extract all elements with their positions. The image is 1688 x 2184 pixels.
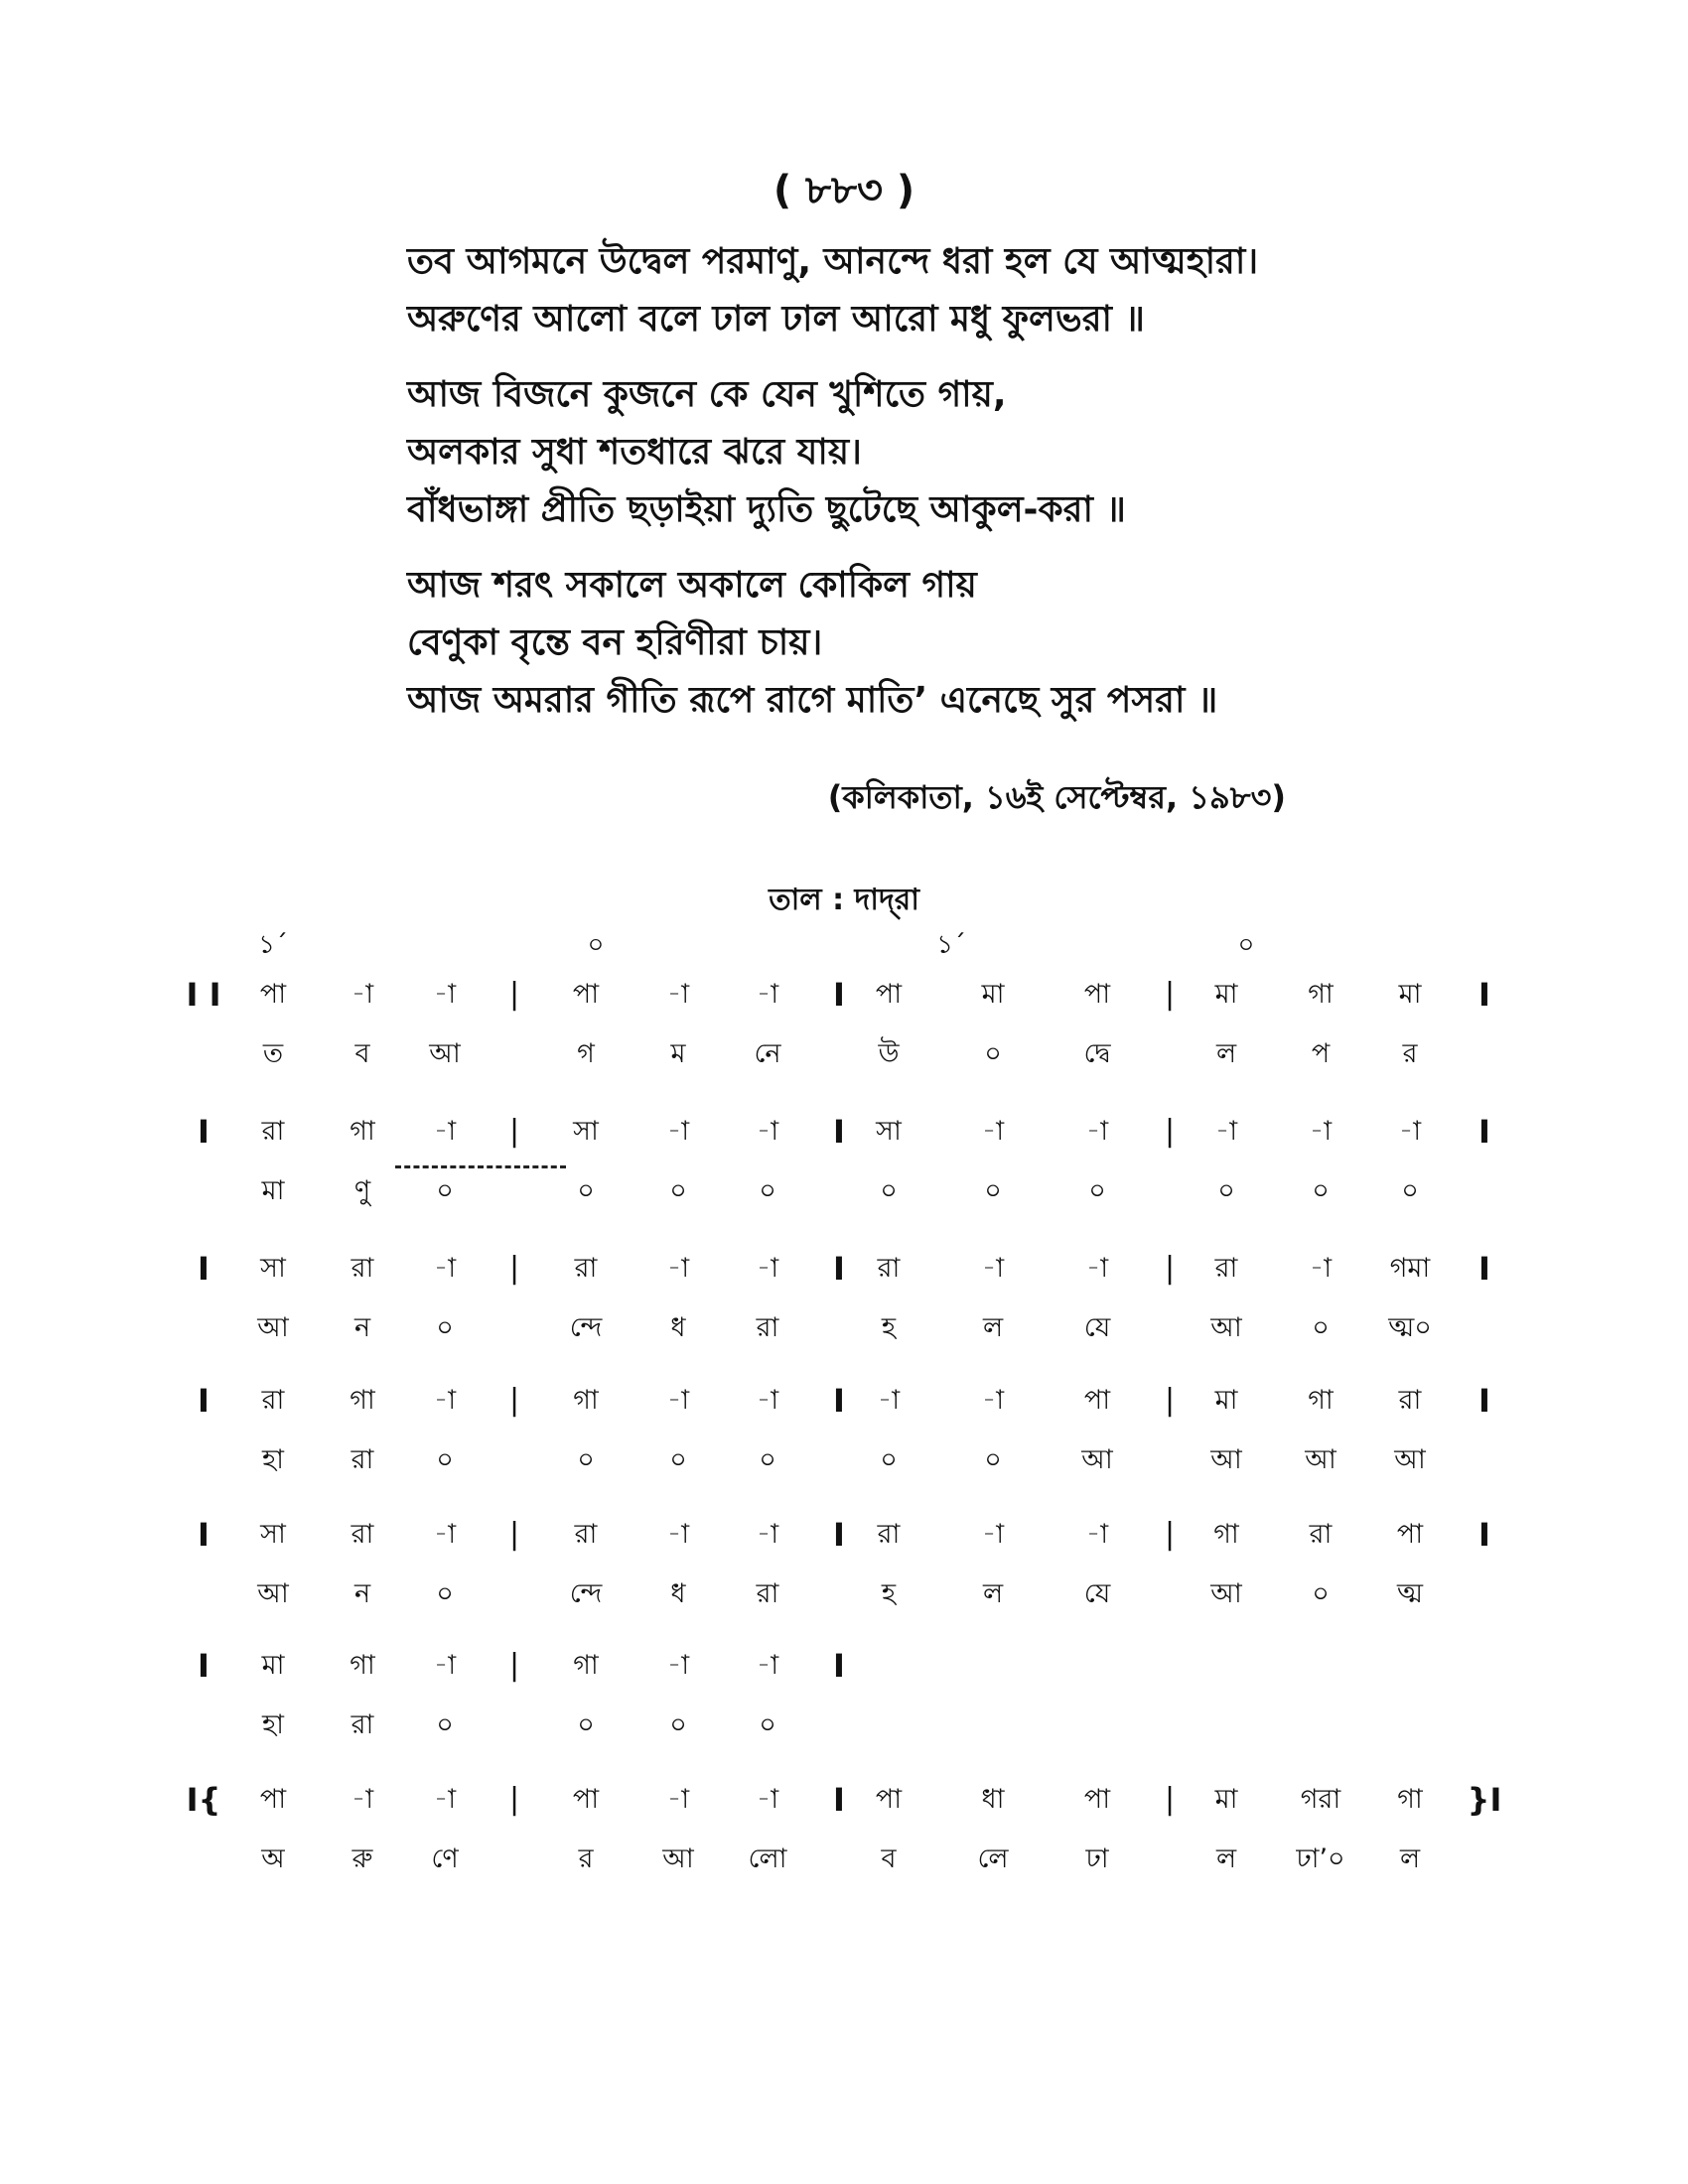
beat-bar: |: [1164, 1251, 1176, 1286]
lyric-syllable: আ: [429, 1038, 461, 1069]
swara-note: সা: [573, 1116, 599, 1147]
lyric-syllable: ০: [759, 1444, 776, 1475]
lyric-syllable: ঢা’০: [1296, 1843, 1345, 1874]
swara-note: -া: [433, 1385, 457, 1416]
swara-note: গা: [573, 1385, 599, 1416]
lyric-syllable: উ: [878, 1038, 900, 1069]
lyric-syllable: ০: [669, 1175, 687, 1206]
swara-note: গরা: [1300, 1784, 1341, 1815]
lyric-syllable: ন্দে: [569, 1312, 603, 1343]
swara-note: -া: [433, 1253, 457, 1284]
swara-note: রা: [1214, 1253, 1238, 1284]
swara-note: পা: [572, 1784, 600, 1815]
swara-note: গা: [573, 1650, 599, 1681]
lyric-syllable: ল: [982, 1312, 1004, 1343]
swara-note: গা: [1213, 1519, 1239, 1550]
swara-note: রা: [1309, 1519, 1333, 1550]
lyric-syllable: ০: [436, 1709, 454, 1740]
lyric-syllable: গ: [577, 1038, 595, 1069]
row-start-bar: I: [198, 1516, 210, 1554]
row-end-bar: I: [1478, 1516, 1490, 1554]
lyric-syllable: রা: [351, 1709, 374, 1740]
lyric-syllable: আ: [1081, 1444, 1113, 1475]
lyric-syllable: ০: [436, 1175, 454, 1206]
lyric-syllable: ০: [1312, 1175, 1330, 1206]
swara-note: রা: [261, 1385, 285, 1416]
swara-note: -া: [756, 1116, 779, 1147]
lyric-syllable: ০: [1312, 1312, 1330, 1343]
swara-note: রা: [574, 1253, 598, 1284]
lyric-syllable: লে: [977, 1843, 1009, 1874]
swara-note: -া: [433, 979, 457, 1010]
tala-heading: তাল : দাদ্‌রা: [769, 883, 919, 917]
swara-note: -া: [1214, 1116, 1238, 1147]
swara-note: পা: [1083, 1784, 1111, 1815]
beat-bar: |: [1164, 1383, 1176, 1418]
lyric-syllable: আ: [1305, 1444, 1336, 1475]
lyric-syllable: ব: [881, 1843, 897, 1874]
swara-note: পা: [259, 979, 287, 1010]
lyric-syllable: রু: [352, 1843, 373, 1874]
row-start-bar: I: [198, 1250, 210, 1288]
lyric-syllable: ণু: [353, 1175, 371, 1206]
lyric-syllable: র: [578, 1843, 594, 1874]
lyric-syllable: ত্ম০: [1388, 1312, 1432, 1343]
swara-note: মা: [1214, 1784, 1238, 1815]
swara-note: মা: [981, 979, 1005, 1010]
swara-note: -া: [666, 1519, 690, 1550]
lyric-syllable: মা: [261, 1175, 285, 1206]
swara-note: গা: [1308, 1385, 1334, 1416]
lyric-syllable: ০: [669, 1709, 687, 1740]
beat-bar: |: [508, 1782, 520, 1817]
row-end-bar: I: [1478, 1113, 1490, 1151]
lyric-syllable: ধ: [670, 1578, 686, 1609]
row-start-bar: I: [198, 1113, 210, 1151]
swara-note: রা: [261, 1116, 285, 1147]
lyric-syllable: হ: [881, 1312, 897, 1343]
lyric-syllable: ন: [353, 1578, 371, 1609]
lyric-syllable: ন্দে: [569, 1578, 603, 1609]
page-number: ( ৮৮৩ ): [773, 168, 915, 213]
meend-mark: [395, 1158, 566, 1168]
swara-note: পা: [1083, 1385, 1111, 1416]
lyric-syllable: ণে: [431, 1843, 459, 1874]
swara-note: -া: [756, 1784, 779, 1815]
lyric-syllable: ল: [1215, 1038, 1237, 1069]
lyric-syllable: রা: [756, 1578, 779, 1609]
swara-note: -া: [756, 979, 779, 1010]
beat-bar: |: [508, 1517, 520, 1552]
row-end-bar: I: [1478, 1250, 1490, 1288]
composition-dateline: (কলিকাতা, ১৬ই সেপ্টেম্বর, ১৯৮৩): [827, 778, 1286, 816]
lyric-syllable: ০: [984, 1175, 1002, 1206]
swara-note: -া: [756, 1385, 779, 1416]
lyric-line: অরুণের আলো বলে ঢাল ঢাল আরো মধু ফুলভরা ॥: [407, 299, 1145, 340]
lyric-line: বেণুকা বৃন্তে বন হরিণীরা চায়।: [407, 622, 823, 663]
swara-note: পা: [1083, 979, 1111, 1010]
swara-note: সা: [260, 1253, 286, 1284]
section-bar: I: [833, 1250, 845, 1288]
lyric-syllable: ০: [880, 1175, 898, 1206]
lyric-syllable: ০: [759, 1709, 776, 1740]
swara-note: ধা: [981, 1784, 1005, 1815]
row-end-bar: }I: [1467, 1781, 1502, 1819]
lyric-syllable: ০: [577, 1709, 595, 1740]
beat-marker: ১´: [258, 930, 288, 960]
beat-bar: |: [1164, 977, 1176, 1012]
swara-note: -া: [433, 1116, 457, 1147]
beat-bar: |: [508, 977, 520, 1012]
lyric-syllable: ব: [354, 1038, 370, 1069]
swara-note: -া: [981, 1519, 1005, 1550]
lyric-syllable: আ: [257, 1312, 289, 1343]
lyric-syllable: নে: [754, 1038, 781, 1069]
beat-bar: |: [508, 1251, 520, 1286]
lyric-syllable: ম: [670, 1038, 686, 1069]
beat-marker: ০: [587, 930, 605, 960]
swara-note: -া: [877, 1385, 901, 1416]
swara-note: মা: [1398, 979, 1422, 1010]
swara-note: পা: [875, 1784, 903, 1815]
swara-note: মা: [261, 1650, 285, 1681]
swara-note: পা: [259, 1784, 287, 1815]
swara-note: মা: [1214, 979, 1238, 1010]
lyric-line: আজ শরৎ সকালে অকালে কোকিল গায়: [407, 565, 977, 606]
swara-note: -া: [981, 1385, 1005, 1416]
swara-note: -া: [666, 1650, 690, 1681]
swara-note: গা: [350, 1116, 375, 1147]
swara-note: পা: [875, 979, 903, 1010]
swara-note: -া: [666, 1784, 690, 1815]
lyric-syllable: আ: [1210, 1312, 1242, 1343]
swara-note: -া: [1309, 1116, 1333, 1147]
lyric-syllable: যে: [1083, 1578, 1111, 1609]
lyric-syllable: ল: [982, 1578, 1004, 1609]
swara-note: -া: [981, 1116, 1005, 1147]
beat-marker: ০: [1237, 930, 1255, 960]
swara-note: -া: [756, 1253, 779, 1284]
swara-note: রা: [877, 1253, 901, 1284]
swara-note: -া: [666, 1253, 690, 1284]
swara-note: -া: [666, 979, 690, 1010]
section-bar: I: [833, 976, 845, 1014]
swara-note: রা: [1398, 1385, 1422, 1416]
lyric-syllable: ০: [880, 1444, 898, 1475]
lyric-syllable: অ: [261, 1843, 285, 1874]
lyric-line: আজ বিজনে কুজনে কে যেন খুশিতে গায়,: [407, 374, 1007, 415]
lyric-syllable: আ: [257, 1578, 289, 1609]
lyric-syllable: আ: [1394, 1444, 1426, 1475]
lyric-syllable: যে: [1083, 1312, 1111, 1343]
row-end-bar: I: [833, 1647, 845, 1685]
beat-bar: |: [1164, 1782, 1176, 1817]
lyric-line: বাঁধভাঙ্গা প্রীতি ছড়াইয়া দ্যুতি ছুটেছে আকুল-করা ॥: [407, 489, 1126, 530]
swara-note: গা: [1397, 1784, 1423, 1815]
lyric-syllable: দ্বে: [1083, 1038, 1111, 1069]
lyric-line: তব আগমনে উদ্বেল পরমাণু, আনন্দে ধরা হল যে আত্মহারা।: [407, 241, 1259, 282]
beat-bar: |: [1164, 1114, 1176, 1149]
swara-note: রা: [351, 1253, 374, 1284]
swara-note: পা: [1396, 1519, 1424, 1550]
lyric-syllable: প: [1311, 1038, 1331, 1069]
row-start-bar: I: [198, 1647, 210, 1685]
section-bar: I: [833, 1781, 845, 1819]
beat-bar: |: [508, 1383, 520, 1418]
lyric-syllable: ০: [759, 1175, 776, 1206]
lyric-syllable: হ: [881, 1578, 897, 1609]
swara-note: -া: [351, 1784, 374, 1815]
swara-note: -া: [1085, 1253, 1109, 1284]
swara-note: -া: [666, 1385, 690, 1416]
swara-note: -া: [433, 1784, 457, 1815]
beat-marker: ১´: [936, 930, 966, 960]
lyric-syllable: হা: [261, 1709, 284, 1740]
swara-note: -া: [433, 1519, 457, 1550]
lyric-syllable: আ: [1210, 1578, 1242, 1609]
row-start-bar: I{: [186, 1781, 221, 1819]
swara-note: সা: [260, 1519, 286, 1550]
beat-bar: |: [508, 1648, 520, 1683]
swara-note: -া: [666, 1116, 690, 1147]
lyric-syllable: আ: [662, 1843, 694, 1874]
swara-note: -া: [1398, 1116, 1422, 1147]
lyric-syllable: হা: [261, 1444, 284, 1475]
swara-note: পা: [572, 979, 600, 1010]
lyric-syllable: র: [1402, 1038, 1418, 1069]
swara-note: -া: [981, 1253, 1005, 1284]
lyric-syllable: রা: [351, 1444, 374, 1475]
lyric-syllable: ত্ম: [1396, 1578, 1424, 1609]
lyric-syllable: লো: [748, 1843, 787, 1874]
lyric-syllable: ০: [577, 1175, 595, 1206]
lyric-syllable: ০: [669, 1444, 687, 1475]
lyric-syllable: ০: [577, 1444, 595, 1475]
lyric-syllable: ০: [1088, 1175, 1106, 1206]
lyric-syllable: ন: [353, 1312, 371, 1343]
swara-note: রা: [877, 1519, 901, 1550]
lyric-syllable: ০: [1312, 1578, 1330, 1609]
swara-note: মা: [1214, 1385, 1238, 1416]
lyric-syllable: ল: [1399, 1843, 1421, 1874]
lyric-syllable: ত: [262, 1038, 284, 1069]
swara-note: গা: [350, 1650, 375, 1681]
swara-note: গমা: [1389, 1253, 1431, 1284]
swara-note: রা: [351, 1519, 374, 1550]
section-bar: I: [833, 1113, 845, 1151]
lyric-syllable: রা: [756, 1312, 779, 1343]
lyric-syllable: ০: [436, 1312, 454, 1343]
beat-bar: |: [508, 1114, 520, 1149]
lyric-syllable: ধ: [670, 1312, 686, 1343]
lyric-syllable: ঢা: [1085, 1843, 1109, 1874]
swara-note: সা: [876, 1116, 902, 1147]
lyric-syllable: ০: [436, 1578, 454, 1609]
swara-note: রা: [574, 1519, 598, 1550]
beat-bar: |: [1164, 1517, 1176, 1552]
swara-note: গা: [350, 1385, 375, 1416]
swara-note: -া: [1085, 1519, 1109, 1550]
lyric-syllable: ০: [984, 1038, 1002, 1069]
lyric-line: অলকার সুধা শতধারে ঝরে যায়।: [407, 432, 862, 473]
swara-note: -া: [351, 979, 374, 1010]
row-start-bar: I I: [186, 976, 221, 1014]
swara-note: -া: [1309, 1253, 1333, 1284]
row-end-bar: I: [1478, 1382, 1490, 1420]
section-bar: I: [833, 1382, 845, 1420]
row-start-bar: I: [198, 1382, 210, 1420]
swara-note: -া: [433, 1650, 457, 1681]
lyric-syllable: আ: [1210, 1444, 1242, 1475]
lyric-syllable: ল: [1215, 1843, 1237, 1874]
swara-note: -া: [756, 1519, 779, 1550]
swara-note: -া: [756, 1650, 779, 1681]
lyric-syllable: ০: [1401, 1175, 1419, 1206]
lyric-syllable: ০: [984, 1444, 1002, 1475]
row-end-bar: I: [1478, 976, 1490, 1014]
lyric-syllable: ০: [1217, 1175, 1235, 1206]
lyric-syllable: ০: [436, 1444, 454, 1475]
swara-note: গা: [1308, 979, 1334, 1010]
section-bar: I: [833, 1516, 845, 1554]
lyric-line: আজ অমরার গীতি রূপে রাগে মাতি’ এনেছে সুর পসরা ॥: [407, 680, 1218, 721]
swara-note: -া: [1085, 1116, 1109, 1147]
